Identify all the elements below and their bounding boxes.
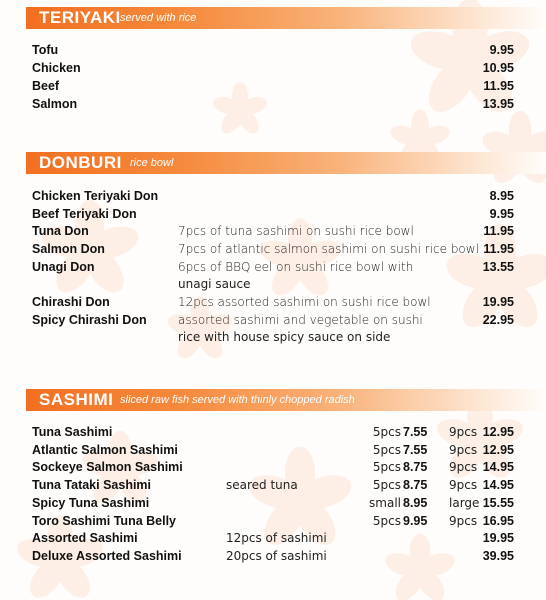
item-name: Tofu (32, 43, 59, 57)
item-price: 10.95 (482, 61, 514, 75)
menu-item (0, 79, 546, 97)
size-small-label: 5pcs (372, 460, 401, 474)
size-small-price: 7.55 (403, 425, 428, 439)
item-description: 6pcs of BBQ eel on sushi rice bowl with (178, 260, 414, 274)
item-name: Chicken (32, 61, 81, 75)
item-price: 11.95 (483, 242, 514, 256)
donburi-subtitle: rice bowl (130, 157, 174, 169)
item-name: Spicy Tuna Sashimi (32, 496, 150, 510)
item-description-line2: rice with house spicy sauce on side (178, 330, 391, 344)
item-description: 12pcs of sashimi (226, 531, 327, 545)
item-name: Tuna Tataki Sashimi (32, 478, 152, 492)
item-description: 12pcs assorted sashimi on sushi rice bowl (178, 295, 431, 309)
sashimi-title: SASHIMI (39, 390, 114, 409)
size-large-price: 16.95 (482, 514, 514, 528)
item-price: 8.95 (489, 189, 514, 203)
sashimi-row (0, 460, 546, 478)
menu-item (0, 207, 546, 225)
item-price: 9.95 (489, 43, 514, 57)
menu-item (0, 97, 546, 115)
item-name: Salmon Don (32, 242, 105, 256)
size-small-price: 7.55 (403, 443, 428, 457)
item-price: 11.95 (483, 224, 514, 238)
donburi-banner (26, 152, 546, 174)
item-description: 7pcs of atlantic salmon sashimi on sushi rice bowl (178, 242, 479, 256)
size-large-price: 14.95 (482, 478, 514, 492)
sashimi-row (0, 514, 546, 532)
size-large-label: 9pcs (449, 443, 478, 457)
sashimi-subtitle: sliced raw fish served with thinly chopped radish (120, 394, 355, 406)
item-name: Spicy Chirashi Don (32, 313, 147, 327)
item-name: Sockeye Salmon Sashimi (32, 460, 183, 474)
item-price: 39.95 (482, 549, 514, 563)
donburi-title: DONBURI (39, 153, 122, 172)
item-description: seared tuna (226, 478, 298, 492)
menu-item (0, 61, 546, 79)
menu-item (0, 260, 546, 291)
menu-item (0, 224, 546, 242)
size-small-label: 5pcs (372, 478, 401, 492)
item-price: 9.95 (489, 207, 514, 221)
item-price: 11.95 (483, 79, 514, 93)
size-small-price: 8.75 (403, 460, 428, 474)
item-description: assorted sashimi and vegetable on sushi (178, 313, 423, 327)
size-small-price: 8.75 (403, 478, 428, 492)
size-small-price: 9.95 (403, 514, 428, 528)
item-description: 7pcs of tuna sashimi on sushi rice bowl (178, 224, 414, 238)
size-small-price: 8.95 (403, 496, 428, 510)
item-name: Toro Sashimi Tuna Belly (32, 514, 177, 528)
size-large-label: large (449, 496, 480, 510)
menu-item (0, 242, 546, 260)
size-small-label: 5pcs (372, 443, 401, 457)
menu-item (0, 43, 546, 61)
size-small-label: small (369, 496, 401, 510)
item-name: Chicken Teriyaki Don (32, 189, 159, 203)
item-description-line2: unagi sauce (178, 277, 251, 291)
item-name: Beef (32, 79, 60, 93)
item-name: Atlantic Salmon Sashimi (32, 443, 178, 457)
size-large-price: 14.95 (482, 460, 514, 474)
sashimi-banner (26, 389, 546, 411)
teriyaki-title: TERIYAKI (39, 8, 121, 27)
size-large-label: 9pcs (449, 478, 478, 492)
menu-item (0, 295, 546, 313)
sashimi-row (0, 425, 546, 443)
item-name: Chirashi Don (32, 295, 110, 309)
sashimi-row (0, 496, 546, 514)
size-small-label: 5pcs (372, 514, 401, 528)
item-price: 13.95 (482, 97, 514, 111)
size-large-price: 15.55 (482, 496, 514, 510)
item-name: Beef Teriyaki Don (32, 207, 137, 221)
sashimi-row (0, 549, 546, 567)
item-description: 20pcs of sashimi (226, 549, 327, 563)
size-large-price: 12.95 (482, 443, 514, 457)
menu-item (0, 313, 546, 344)
item-price: 19.95 (482, 531, 514, 545)
menu-item (0, 189, 546, 207)
item-name: Tuna Sashimi (32, 425, 113, 439)
item-name: Unagi Don (32, 260, 95, 274)
size-large-price: 12.95 (482, 425, 514, 439)
teriyaki-banner (26, 7, 546, 29)
item-name: Deluxe Assorted Sashimi (32, 549, 182, 563)
sashimi-row (0, 478, 546, 496)
sashimi-row (0, 443, 546, 461)
size-large-label: 9pcs (449, 425, 478, 439)
size-small-label: 5pcs (372, 425, 401, 439)
item-price: 19.95 (482, 295, 514, 309)
item-price: 13.55 (482, 260, 514, 274)
size-large-label: 9pcs (449, 460, 478, 474)
teriyaki-subtitle: served with rice (120, 12, 197, 24)
item-name: Tuna Don (32, 224, 89, 238)
item-name: Assorted Sashimi (32, 531, 138, 545)
item-price: 22.95 (482, 313, 514, 327)
sashimi-row (0, 531, 546, 549)
size-large-label: 9pcs (449, 514, 478, 528)
item-name: Salmon (32, 97, 78, 111)
